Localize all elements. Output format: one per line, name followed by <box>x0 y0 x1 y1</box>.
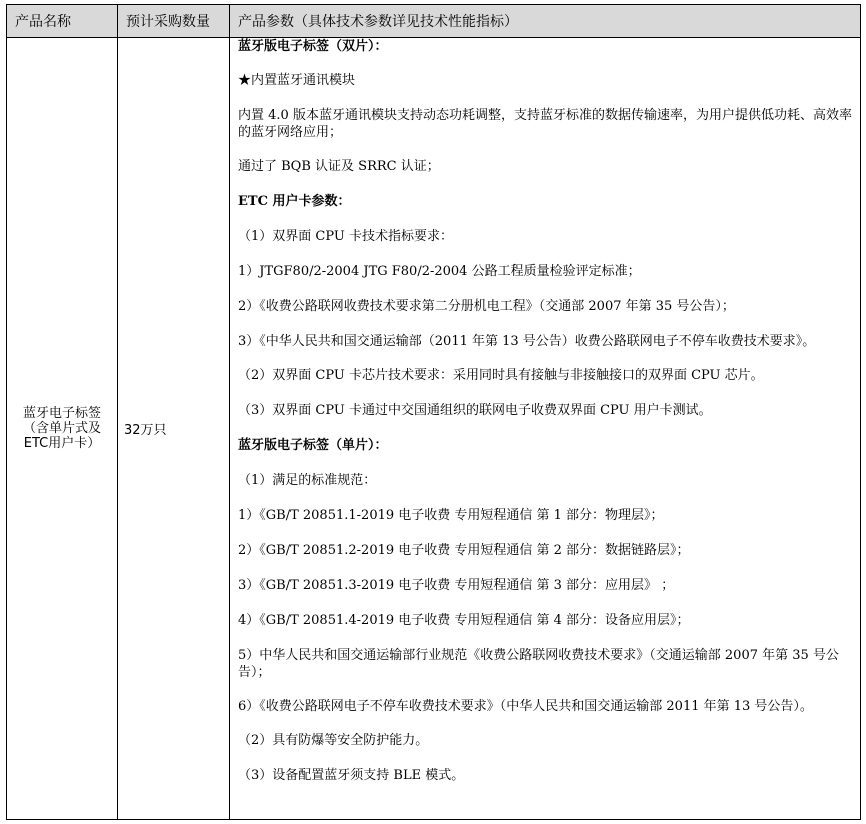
param-line: （3）设备配置蓝牙须支持 BLE 模式。 <box>238 768 465 783</box>
param-line: 4）《GB/T 20851.4-2019 电子收费 专用短程通信 第 4 部分：设备应用层》； <box>238 613 690 628</box>
param-line: 6）《收费公路联网电子不停车收费技术要求》（中华人民共和国交通运输部 2011 年第 13 号公告）。 <box>238 699 813 714</box>
param-line: 内置 4.0 版本蓝牙通讯模块支持动态功耗调整，支持蓝牙标准的数据传输速率，为用户提供低功耗、高效率的蓝牙网络应用； <box>238 108 852 140</box>
header-row <box>7 5 861 38</box>
param-line: ETC 用户卡参数： <box>238 194 351 209</box>
header-quantity: 预计采购数量 <box>118 5 230 38</box>
param-line: （3）双界面 CPU 卡通过中交国通组织的联网电子收费双界面 CPU 用户卡测试。 <box>238 403 712 418</box>
param-line: 1）《GB/T 20851.1-2019 电子收费 专用短程通信 第 1 部分：物理层》； <box>238 508 664 523</box>
param-line: （2）双界面 CPU 卡芯片技术要求：采用同时具有接触与非接触接口的双界面 CPU 芯片。 <box>238 368 764 383</box>
param-line: 3）《中华人民共和国交通运输部（2011 年第 13 号公告）收费公路联网电子不停车收费技术要求》。 <box>238 334 816 349</box>
param-line: ★内置蓝牙通讯模块 <box>238 73 356 88</box>
param-line: 1）JTGF80/2-2004 JTG F80/2-2004 公路工程质量检验评定标准； <box>238 264 641 279</box>
param-line: 通过了 BQB 认证及 SRRC 认证； <box>238 159 440 174</box>
spec-table <box>6 4 861 820</box>
param-line: 2）《GB/T 20851.2-2019 电子收费 专用短程通信 第 2 部分：数据链路层》； <box>238 543 690 558</box>
param-line: 2）《收费公路联网收费技术要求第二分册机电工程》（交通部 2007 年第 35 号公告）； <box>238 299 735 314</box>
param-line: （1）双界面 CPU 卡技术指标要求： <box>238 229 453 244</box>
header-product-name: 产品名称 <box>7 5 118 38</box>
quantity-cell: 32万只 <box>118 38 230 820</box>
header-params: 产品参数（具体技术参数详见技术性能指标） <box>230 5 861 38</box>
param-line: 3）《GB/T 20851.3-2019 电子收费 专用短程通信 第 3 部分：应用层》 ； <box>238 578 675 593</box>
param-line: （1）满足的标准规范： <box>238 473 377 488</box>
param-line: 5）中华人民共和国交通运输部行业规范《收费公路联网收费技术要求》（交通运输部 2007 年第 35 号公告）； <box>238 648 839 680</box>
product-name-cell: 蓝牙电子标签（含单片式及ETC用户卡） <box>7 38 118 820</box>
table-row <box>7 38 861 820</box>
param-line: 蓝牙版电子标签（双片）： <box>238 39 388 54</box>
params-cell <box>230 38 861 820</box>
params-list <box>238 38 852 819</box>
param-line: 蓝牙版电子标签（单片）： <box>238 438 388 453</box>
param-line: （2）具有防爆等安全防护能力。 <box>238 733 429 748</box>
